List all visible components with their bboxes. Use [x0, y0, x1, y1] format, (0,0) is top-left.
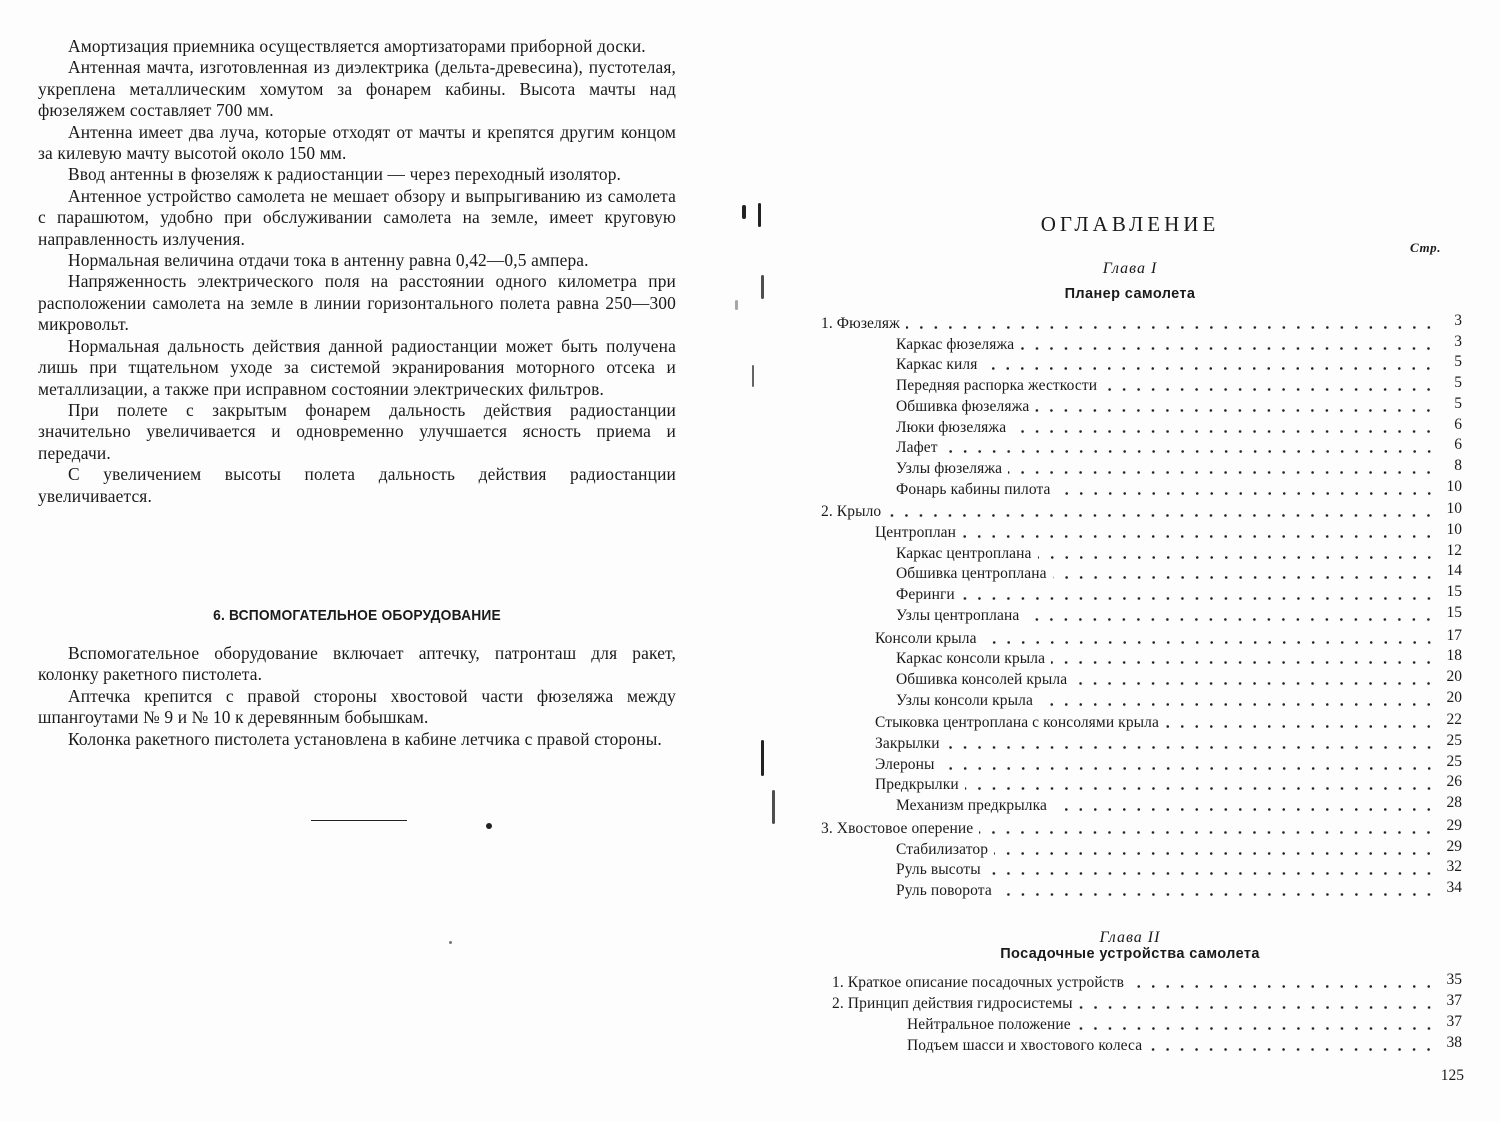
toc-entry-title: Стыковка центроплана с консолями крыла: [875, 714, 1159, 732]
toc-entry-title: Стабилизатор: [896, 840, 989, 858]
toc-entry: [896, 585, 1462, 605]
dot-leader: [1053, 796, 1436, 816]
toc-entry-page: 10: [1446, 521, 1462, 538]
dot-leader: [946, 734, 1436, 754]
toc-entry-title: 1. Краткое описание посадочных устройств: [832, 974, 1125, 991]
toc-entry: [896, 837, 1462, 860]
toc-entry-title: Обшивка центроплана: [896, 565, 1047, 583]
toc-entry: [896, 376, 1462, 396]
toc-entry: [896, 456, 1462, 479]
toc-entry-title: Узлы консоли крыла: [896, 691, 1033, 709]
dot-leader: [962, 523, 1436, 543]
toc-entry: [896, 649, 1462, 669]
toc-entry-title: 1. Фюзеляж: [821, 315, 900, 332]
toc-entry-title: Каркас центроплана: [896, 544, 1032, 562]
right-page: [720, 0, 1500, 1122]
toc-entry: [896, 860, 1462, 880]
toc-entry: [896, 667, 1462, 690]
toc-entry-page: 5: [1454, 374, 1462, 392]
dot-leader: [983, 629, 1436, 649]
dot-leader: [1053, 564, 1436, 584]
dot-leader: [1025, 606, 1436, 626]
toc-entry: [875, 523, 1462, 543]
dot-leader: [944, 438, 1436, 458]
dot-leader: [994, 840, 1436, 860]
toc-entry-title: Закрылки: [875, 735, 940, 752]
pages-column-label: Стр.: [1410, 240, 1442, 255]
toc-entry: [907, 1015, 1462, 1035]
toc-entry-page: 38: [1446, 1034, 1462, 1051]
dot-leader: [1020, 335, 1436, 355]
toc-entry-title: Каркас консоли крыла: [896, 650, 1046, 668]
dot-leader: [983, 355, 1436, 375]
toc-entry-title: Лафет: [896, 439, 938, 457]
toc-entry: [896, 477, 1462, 500]
paragraph: Колонка ракетного пистолета установлена в кабине летчика с правой стороны.: [68, 728, 662, 749]
dot-leader: [1039, 691, 1436, 711]
chapter-title: [720, 946, 1500, 962]
toc-entry-page: 15: [1446, 583, 1462, 601]
toc-entry-page: 20: [1446, 667, 1462, 685]
dot-leader: [1103, 376, 1436, 396]
toc-entry-page: 26: [1446, 773, 1462, 791]
toc-entry: [821, 314, 1462, 334]
dot-leader: [1079, 994, 1436, 1014]
toc-entry-page: 10: [1446, 477, 1462, 495]
toc-entry-page: 29: [1446, 837, 1462, 855]
toc-entry-page: 5: [1454, 394, 1462, 412]
toc-entry-page: 3: [1454, 332, 1462, 350]
toc-entry-page: 12: [1446, 541, 1462, 559]
toc-entry-title: Феринги: [896, 586, 955, 604]
toc-entry: [896, 541, 1462, 564]
toc-entry-page: 3: [1454, 312, 1462, 329]
toc-title-text: ОГЛАВЛЕНИЕ: [1040, 212, 1220, 236]
toc-entry: [896, 688, 1462, 711]
toc-title: [720, 212, 1500, 237]
dot-leader: [979, 819, 1436, 839]
left-page: [0, 0, 720, 1122]
toc-entry-title: Обшивка консолей крыла: [896, 670, 1068, 688]
dot-leader: [1073, 670, 1436, 690]
toc-entry: [896, 564, 1462, 584]
toc-entry-title: Обшивка фюзеляжа: [896, 397, 1030, 415]
toc-entry: [896, 878, 1462, 901]
ink-speck: [449, 941, 452, 944]
toc-entry-page: 32: [1446, 858, 1462, 876]
toc-entry: [821, 816, 1462, 839]
toc-entry-title: 2. Принцип действия гидросистемы: [832, 995, 1073, 1012]
paragraph: Нормальная дальность действия данной радиостанции может быть получена лишь при тщательном уходе за системой экранирования моторного отсека и металлизации, а также при исправном состоянии электрических фильтров.: [38, 335, 676, 399]
dot-leader: [1148, 1036, 1436, 1056]
toc-entry-title: Механизм предкрылка: [896, 797, 1047, 815]
dot-leader: [1130, 973, 1436, 993]
dot-leader: [1008, 459, 1436, 479]
toc-entry-page: 10: [1446, 500, 1462, 518]
body-text-part1: [38, 36, 676, 507]
ink-spot: [486, 823, 492, 829]
chapter-label: [720, 260, 1500, 278]
toc-entry-title: Люки фюзеляжа: [896, 418, 1007, 436]
dot-leader: [1165, 713, 1436, 733]
toc-entry-page: 25: [1446, 752, 1462, 770]
toc-entry-page: 29: [1446, 816, 1462, 834]
toc-entry-title: 3. Хвостовое оперение: [821, 819, 974, 837]
paragraph: Ввод антенны в фюзеляж к радиостанции — через переходный изолятор.: [68, 164, 622, 185]
chapter-title-text: Планер самолета: [1064, 286, 1196, 302]
toc-entry-page: 25: [1446, 732, 1462, 749]
toc-entry-page: 20: [1446, 688, 1462, 706]
dot-leader: [1035, 397, 1436, 417]
toc-entry-page: 37: [1446, 992, 1462, 1009]
toc-entry-title: Каркас фюзеляжа: [896, 335, 1015, 353]
end-of-section-rule: [311, 820, 407, 821]
dot-leader: [965, 775, 1436, 795]
paragraph: Антенная мачта, изготовленная из диэлектрика (дельта-древесина), пустотелая, укреплена металлическим хомутом за фонарем кабины. Высота мачты над фюзеляжем составляет 700 мм.: [38, 57, 676, 121]
paragraph: Антенна имеет два луча, которые отходят от мачты и крепятся другим концом за килевую мачту высотой около 150 мм.: [38, 121, 676, 164]
toc-entry-page: 8: [1454, 456, 1462, 474]
chapter-title-text: Посадочные устройства самолета: [1000, 946, 1260, 962]
toc-entry-page: 37: [1446, 1013, 1462, 1030]
paragraph: С увеличением высоты полета дальность действия радиостанции увеличивается.: [38, 464, 676, 506]
toc-entry: [875, 626, 1462, 649]
dot-leader: [887, 502, 1436, 522]
toc-entry-title: Элероны: [875, 755, 935, 773]
toc-entry-page: 18: [1446, 647, 1462, 665]
paragraph: Нормальная величина отдачи тока в антенну равна 0,42—0,5 ампера.: [68, 250, 589, 271]
dot-leader: [1012, 418, 1436, 438]
toc-entry: [821, 502, 1462, 522]
toc-entry: [896, 603, 1462, 626]
toc-entry-page: 35: [1446, 971, 1462, 988]
dot-leader: [961, 585, 1436, 605]
toc-entry: [832, 973, 1462, 993]
toc-entry-title: Центроплан: [875, 524, 957, 541]
dot-leader: [1051, 649, 1436, 669]
toc-entry-page: 28: [1446, 794, 1462, 812]
toc-entry-title: 2. Крыло: [821, 503, 882, 521]
dot-leader: [941, 755, 1436, 775]
toc-entry-page: 17: [1446, 626, 1462, 644]
toc-entry-page: 6: [1454, 436, 1462, 454]
chapter-label-text: Глава II: [1099, 929, 1161, 946]
paragraph: Напряженность электрического поля на расстоянии одного километра при расположении самолета на земле в линии горизонтального полета равна 250—300 микровольт.: [38, 271, 676, 335]
toc-entry: [896, 332, 1462, 355]
chapter-label: [720, 929, 1500, 947]
dot-leader: [1038, 544, 1436, 564]
section-heading: 6. ВСПОМОГАТЕЛЬНОЕ ОБОРУДОВАНИЕ: [213, 607, 501, 624]
toc-entry-title: Консоли крыла: [875, 629, 977, 647]
toc-entry: [875, 752, 1462, 775]
toc-entry-title: Узлы центроплана: [896, 606, 1020, 624]
toc-entry-title: Узлы фюзеляжа: [896, 459, 1003, 477]
toc-entry: [875, 775, 1462, 795]
toc-entry: [832, 994, 1462, 1014]
dot-leader: [1057, 480, 1436, 500]
toc-entry: [896, 438, 1462, 458]
toc-entry-title: Нейтральное положение: [907, 1016, 1071, 1033]
toc-entry-page: 14: [1446, 562, 1462, 580]
toc-entry-page: 22: [1446, 711, 1462, 729]
body-text-part2: [38, 643, 676, 750]
toc-entry: [896, 415, 1462, 438]
toc-entry-title: Руль высоты: [896, 861, 981, 879]
dot-leader: [1077, 1015, 1436, 1035]
toc-entry-page: 5: [1454, 353, 1462, 371]
toc-entry-page: 34: [1446, 878, 1462, 896]
toc-entry: [875, 713, 1462, 733]
dot-leader: [987, 860, 1436, 880]
chapter-title: [720, 286, 1500, 302]
toc-entry: [896, 394, 1462, 417]
paragraph: Антенное устройство самолета не мешает обзору и выпрыгиванию из самолета с парашютом, удобно при обслуживании самолета на земле, имеет круговую направленность излучения.: [38, 185, 676, 249]
toc-entry: [896, 796, 1462, 816]
paragraph: Амортизация приемника осуществляется амортизаторами приборной доски.: [68, 36, 646, 56]
toc-entry: [896, 355, 1462, 375]
dot-leader: [906, 314, 1436, 334]
toc-entry-title: Подъем шасси и хвостового колеса: [907, 1037, 1143, 1054]
paragraph: При полете с закрытым фонарем дальность действия радиостанции значительно увеличивается и одновременно улучшается ясность приема и передачи.: [38, 399, 676, 463]
paragraph: Аптечка крепится с правой стороны хвостовой части фюзеляжа между шпангоутами № 9 и № 10 к деревянным бобышкам.: [38, 685, 676, 728]
paragraph: Вспомогательное оборудование включает аптечку, патронташ для ракет, колонку ракетного пистолета.: [38, 643, 676, 685]
dot-leader: [998, 881, 1436, 901]
toc-entry-title: Каркас киля: [896, 356, 978, 374]
toc-entry-page: 15: [1446, 603, 1462, 621]
toc-entry-page: 6: [1454, 415, 1462, 433]
toc-entry: [875, 734, 1462, 754]
toc-entry: [907, 1036, 1462, 1056]
chapter-label-text: Глава I: [1102, 260, 1158, 277]
toc-entry-title: Предкрылки: [875, 776, 959, 794]
page-number: 125: [1440, 1067, 1464, 1084]
toc-entry-title: Фонарь кабины пилота: [896, 480, 1051, 498]
toc-entry-title: Передняя распорка жесткости: [896, 377, 1098, 395]
toc-entry-title: Руль поворота: [896, 881, 992, 899]
